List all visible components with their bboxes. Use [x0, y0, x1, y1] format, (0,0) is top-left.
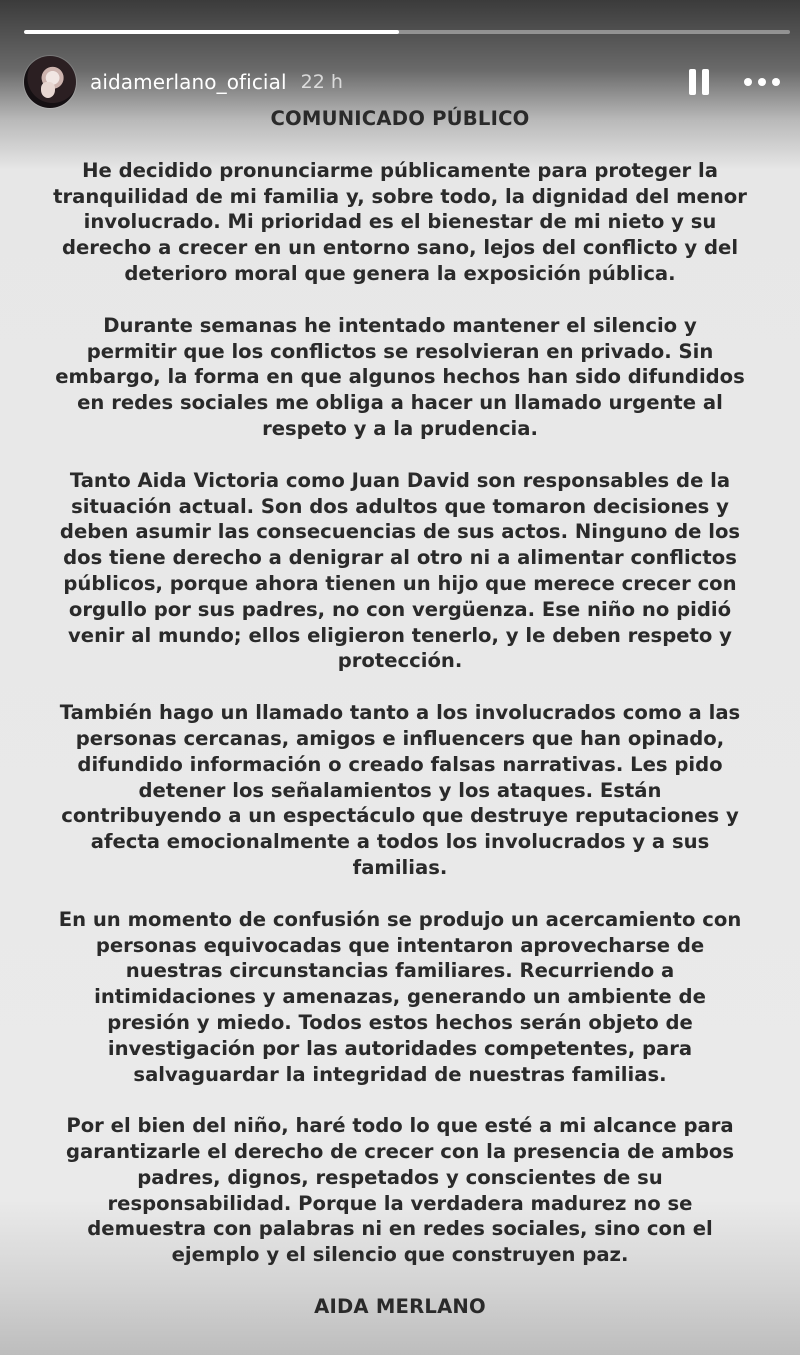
- text-line: familias.: [352, 855, 448, 879]
- communique-signature: AIDA MERLANO: [314, 1295, 486, 1319]
- text-line: personas cercanas, amigos e influencers que han opinado,: [75, 726, 725, 750]
- communique-paragraph-1: [40, 158, 760, 287]
- text-line: situación actual. Son dos adultos que tomaron decisiones y: [71, 494, 729, 518]
- text-line: deterioro moral que genera la exposición pública.: [124, 261, 676, 285]
- communique-title: COMUNICADO PÚBLICO: [270, 107, 530, 130]
- text-line: ejemplo y el silencio que construyen paz.: [171, 1243, 629, 1267]
- text-line: demuestra con palabras ni en redes sociales, sino con el: [87, 1217, 713, 1241]
- text-line: contribuyendo a un espectáculo que destruye reputaciones y: [61, 804, 739, 828]
- text-line: orgullo por sus padres, no con vergüenza. Ese niño no pidió: [68, 597, 732, 621]
- text-line: afecta emocionalmente a todos los involucrados y a sus: [90, 830, 710, 854]
- text-line: involucrado. Mi prioridad es el bienestar de mi nieto y su: [83, 210, 717, 234]
- username-link[interactable]: aidamerlano_oficial: [90, 70, 287, 94]
- avatar[interactable]: [24, 56, 76, 108]
- text-line: Durante semanas he intentado mantener el silencio y: [103, 313, 697, 337]
- text-line: difundido información o creado falsas narrativas. Les pido: [77, 752, 723, 776]
- text-line: protección.: [337, 649, 463, 673]
- text-line: públicos, porque ahora tienen un hijo que merece crecer con: [63, 571, 737, 595]
- communique-paragraph-6: [40, 1113, 760, 1268]
- text-line: investigación por las autoridades competentes, para: [107, 1036, 693, 1060]
- communique-paragraph-2: [40, 313, 760, 442]
- story-progress-bar: [24, 30, 790, 34]
- text-line: venir al mundo; ellos eligieron tenerlo, y le deben respeto y: [68, 623, 732, 647]
- more-dot: [772, 78, 780, 86]
- text-line: personas equivocadas que intentaron aprovecharse de: [95, 933, 705, 957]
- more-dot: [758, 78, 766, 86]
- text-line: Por el bien del niño, haré todo lo que esté a mi alcance para: [66, 1114, 734, 1138]
- text-line: embargo, la forma en que algunos hechos han sido difundidos: [55, 365, 745, 389]
- text-line: dos tiene derecho a denigrar al otro ni a alimentar conflictos: [63, 546, 737, 570]
- text-line: respeto y a la prudencia.: [262, 416, 538, 440]
- text-line: responsabilidad. Porque la verdadera madurez no se: [107, 1191, 693, 1215]
- communique-paragraph-3: [40, 468, 760, 674]
- post-time: 22 h: [300, 71, 343, 93]
- communique-paragraph-4: [40, 700, 760, 881]
- more-options-icon[interactable]: [744, 77, 780, 87]
- text-line: presión y miedo. Todos estos hechos serán objeto de: [107, 1010, 693, 1034]
- text-line: En un momento de confusión se produjo un acercamiento con: [58, 907, 742, 931]
- text-line: derecho a crecer en un entorno sano, lejos del conflicto y del: [61, 236, 739, 260]
- text-line: permitir que los conflictos se resolvieran en privado. Sin: [86, 339, 714, 363]
- text-line: salvaguardar la integridad de nuestras familias.: [133, 1062, 667, 1086]
- text-line: He decidido pronunciarme públicamente para proteger la: [82, 158, 718, 182]
- text-line: También hago un llamado tanto a los involucrados como a las: [59, 701, 741, 725]
- text-line: en redes sociales me obliga a hacer un llamado urgente al: [77, 391, 723, 415]
- communique-document: [40, 106, 760, 1320]
- text-line: intimidaciones y amenazas, generando un ambiente de: [94, 985, 706, 1009]
- communique-paragraph-5: [40, 907, 760, 1088]
- pause-icon[interactable]: [688, 69, 710, 95]
- text-line: detener los señalamientos y los ataques. Están: [138, 778, 662, 802]
- text-line: deben asumir las consecuencias de sus actos. Ninguno de los: [59, 520, 741, 544]
- more-dot: [744, 78, 752, 86]
- text-line: garantizarle el derecho de crecer con la presencia de ambos: [65, 1140, 735, 1164]
- story-header: [24, 56, 780, 108]
- text-line: padres, dignos, respetados y conscientes de su: [137, 1165, 663, 1189]
- text-line: nuestras circunstancias familiares. Recurriendo a: [125, 959, 675, 983]
- text-line: Tanto Aida Victoria como Juan David son responsables de la: [69, 468, 731, 492]
- story-progress-fill: [24, 30, 399, 34]
- text-line: tranquilidad de mi familia y, sobre todo, la dignidad del menor: [53, 184, 747, 208]
